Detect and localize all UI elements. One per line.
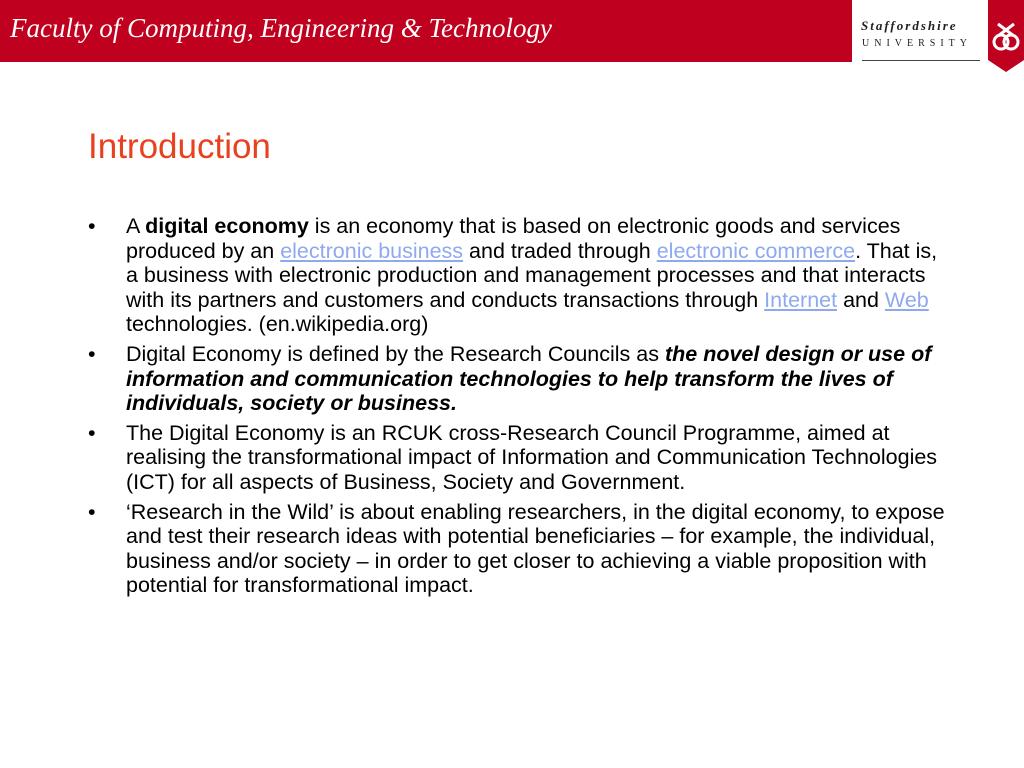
bullet-text: and bbox=[837, 287, 885, 312]
bullet-text: The Digital Economy is an RCUK cross-Research Council Programme, aimed at realising the transformational impact of Information and Communication Technologies (ICT) for all aspects of Business, Society and Government. bbox=[126, 420, 938, 494]
bullet-item bbox=[88, 214, 948, 337]
university-logo bbox=[852, 0, 1024, 68]
bullet-glyph: • bbox=[88, 214, 96, 238]
bullet-item bbox=[88, 500, 948, 598]
link-web[interactable]: Web bbox=[884, 287, 929, 312]
knot-badge-icon bbox=[988, 0, 1024, 72]
bullet-glyph: • bbox=[88, 499, 96, 524]
logo-wordmark-line2: UNIVERSITY bbox=[862, 38, 972, 49]
link-electronic-commerce[interactable]: electronic commerce bbox=[656, 238, 856, 263]
link-internet[interactable]: Internet bbox=[764, 287, 838, 312]
bullet-item bbox=[88, 342, 948, 416]
faculty-title: Faculty of Computing, Engineering & Technology bbox=[10, 13, 552, 43]
logo-rule bbox=[862, 60, 980, 61]
logo-wordmark-line1: Staffordshire bbox=[861, 18, 958, 33]
bullet-text: A bbox=[126, 214, 146, 238]
bullet-text: . That is, a business with electronic production and management processes and that interacts with its partners and customers and conducts transactions through bbox=[126, 238, 938, 312]
bullet-glyph: • bbox=[88, 341, 96, 366]
bullet-text: Digital Economy is defined by the Research Councils as bbox=[126, 341, 665, 366]
bullet-item bbox=[88, 421, 948, 495]
bullet-text: ‘Research in the Wild’ is about enabling researchers, in the digital economy, to expose and test their research ideas with potential beneficiaries – for example, the individual, business and/or society – in order to get closer to achieving a viable proposition with potential for transformational impact. bbox=[126, 499, 945, 598]
bullet-text: is an economy that is based on electronic goods and services produced by an bbox=[126, 214, 901, 263]
slide-title: Introduction bbox=[88, 127, 271, 166]
bullet-emphasis: the novel design or use of information and communication technologies to help transform the lives of individuals, society or business. bbox=[126, 341, 932, 416]
bullet-text: and traded through bbox=[463, 238, 657, 263]
header-band bbox=[0, 0, 852, 62]
bullet-list bbox=[88, 214, 948, 603]
bullet-text: technologies. (en.wikipedia.org) bbox=[126, 312, 429, 337]
bullet-glyph: • bbox=[88, 420, 96, 445]
link-electronic-business[interactable]: electronic business bbox=[280, 238, 464, 263]
bullet-bold-term: digital economy bbox=[145, 214, 309, 238]
